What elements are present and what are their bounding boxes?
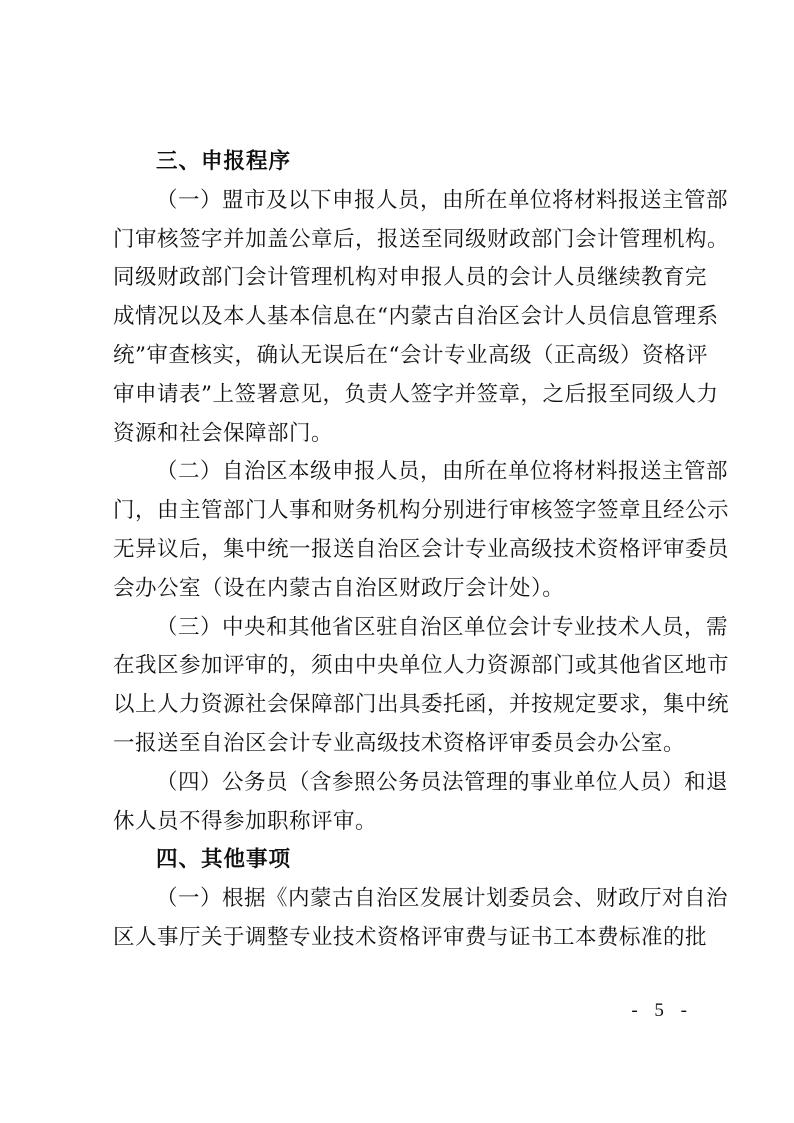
procedure-item-4 — [113, 764, 729, 842]
section-heading-other-matters: 四、其他事项 — [156, 847, 292, 873]
paragraph-line: 以上人力资源社会保障部门出具委托函，并按规定要求，集中统 — [113, 692, 730, 718]
paragraph-line: 成情况以及本人基本信息在“内蒙古自治区会计人员信息管理系 — [113, 304, 719, 330]
paragraph-line: 会办公室（设在内蒙古自治区财政厅会计处）。 — [113, 575, 565, 601]
paragraph-line: （二）自治区本级申报人员，由所在单位将材料报送主管部 — [156, 459, 729, 485]
paragraph-line: 同级财政部门会计管理机构对申报人员的会计人员继续教育完 — [113, 265, 708, 291]
paragraph-line: 资源和社会保障部门。 — [113, 420, 334, 446]
paragraph-line: （一）盟市及以下申报人员，由所在单位将材料报送主管部 — [156, 187, 729, 213]
paragraph-line: 休人员不得参加职称评审。 — [113, 808, 378, 834]
page-number: - 5 - — [631, 1000, 693, 1021]
paragraph-line: 审申请表”上签署意见，负责人签字并签章，之后报至同级人力 — [113, 381, 719, 407]
paragraph-line: （一）根据《内蒙古自治区发展计划委员会、财政厅对自治 — [156, 886, 729, 912]
paragraph-line: 门审核签字并加盖公章后，报送至同级财政部门会计管理机构。 — [113, 226, 730, 252]
procedure-item-1 — [113, 182, 730, 454]
paragraph-line: 无异议后，集中统一报送自治区会计专业高级技术资格评审委员 — [113, 536, 730, 562]
paragraph-line: （三）中央和其他省区驻自治区单位会计专业技术人员，需 — [156, 614, 729, 640]
paragraph-line: 在我区参加评审的，须由中央单位人力资源部门或其他省区地市 — [113, 653, 730, 679]
paragraph-line: 门，由主管部门人事和财务机构分别进行审核签字签章且经公示 — [113, 498, 730, 524]
paragraph-line: 统”审查核实，确认无误后在“会计专业高级（正高级）资格评 — [113, 342, 708, 368]
document-body — [113, 143, 730, 958]
procedure-item-3 — [113, 609, 730, 764]
paragraph-line: 区人事厅关于调整专业技术资格评审费与证书工本费标准的批 — [113, 924, 708, 950]
paragraph-line: （四）公务员（含参照公务员法管理的事业单位人员）和退 — [156, 769, 729, 795]
procedure-item-2 — [113, 453, 730, 608]
other-matters-item-1 — [113, 880, 729, 958]
paragraph-line: 一报送至自治区会计专业高级技术资格评审委员会办公室。 — [113, 730, 686, 756]
section-heading-procedure: 三、申报程序 — [156, 149, 292, 174]
